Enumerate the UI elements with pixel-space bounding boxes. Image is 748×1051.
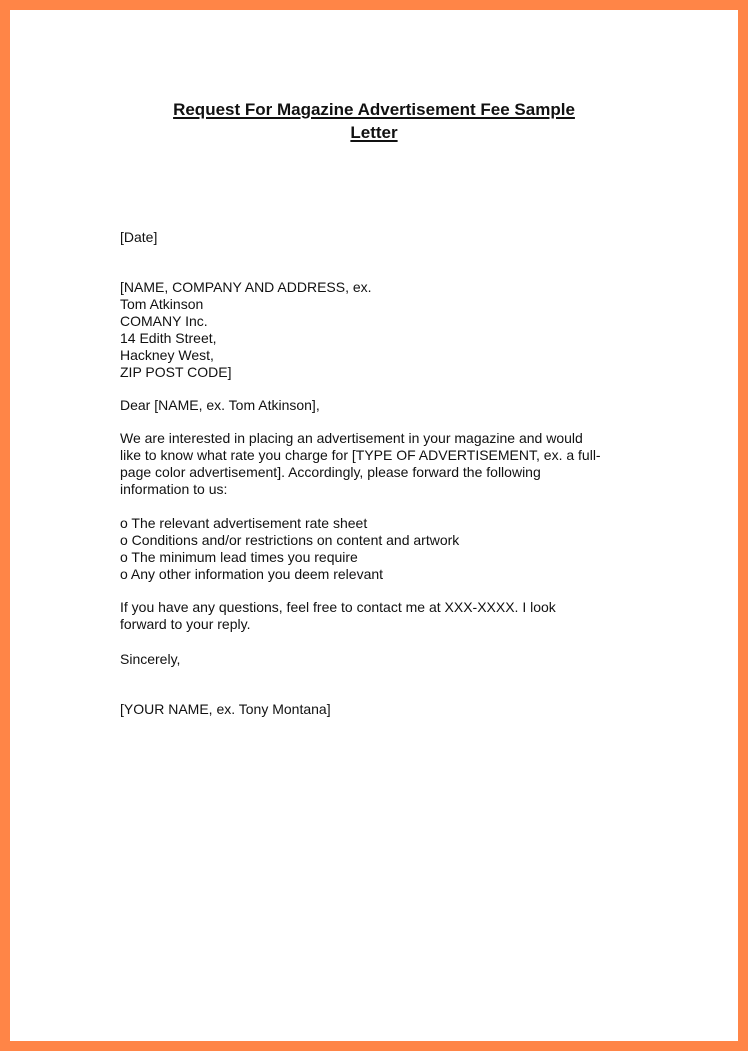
closing-line: forward to your reply. xyxy=(120,616,251,632)
recipient-line: 14 Edith Street, xyxy=(120,330,217,346)
recipient-line: Tom Atkinson xyxy=(120,296,204,312)
signoff-text: Sincerely, xyxy=(120,651,181,667)
date-field xyxy=(120,229,640,246)
recipient-line: [NAME, COMPANY AND ADDRESS, ex. xyxy=(120,279,372,295)
intro-paragraph xyxy=(120,430,640,498)
list-item: o Any other information you deem relevant xyxy=(120,566,384,582)
signature xyxy=(120,701,640,718)
closing-line: If you have any questions, feel free to contact me at XXX-XXXX. I look xyxy=(120,599,556,615)
list-item: o The minimum lead times you require xyxy=(120,549,358,565)
recipient-address-block xyxy=(120,279,640,381)
intro-line: information to us: xyxy=(120,481,228,497)
signature-text: [YOUR NAME, ex. Tony Montana] xyxy=(120,701,331,717)
recipient-line: COMANY Inc. xyxy=(120,313,208,329)
list-item: o Conditions and/or restrictions on content and artwork xyxy=(120,532,460,548)
list-item: o The relevant advertisement rate sheet xyxy=(120,515,368,531)
letter-title-line-2: Letter xyxy=(350,123,398,142)
intro-line: page color advertisement]. Accordingly, please forward the following xyxy=(120,464,541,480)
date-text: [Date] xyxy=(120,229,158,245)
salutation-text: Dear [NAME, ex. Tom Atkinson], xyxy=(120,397,320,413)
salutation xyxy=(120,397,640,414)
letter-title xyxy=(100,98,648,144)
intro-line: like to know what rate you charge for [TYPE OF ADVERTISEMENT, ex. a full- xyxy=(120,447,601,463)
recipient-line: Hackney West, xyxy=(120,347,214,363)
request-list xyxy=(120,515,640,583)
letter-title-line-1: Request For Magazine Advertisement Fee Sample xyxy=(173,100,575,119)
signoff xyxy=(120,651,640,668)
closing-paragraph xyxy=(120,599,640,633)
recipient-line: ZIP POST CODE] xyxy=(120,364,232,380)
intro-line: We are interested in placing an advertisement in your magazine and would xyxy=(120,430,583,446)
